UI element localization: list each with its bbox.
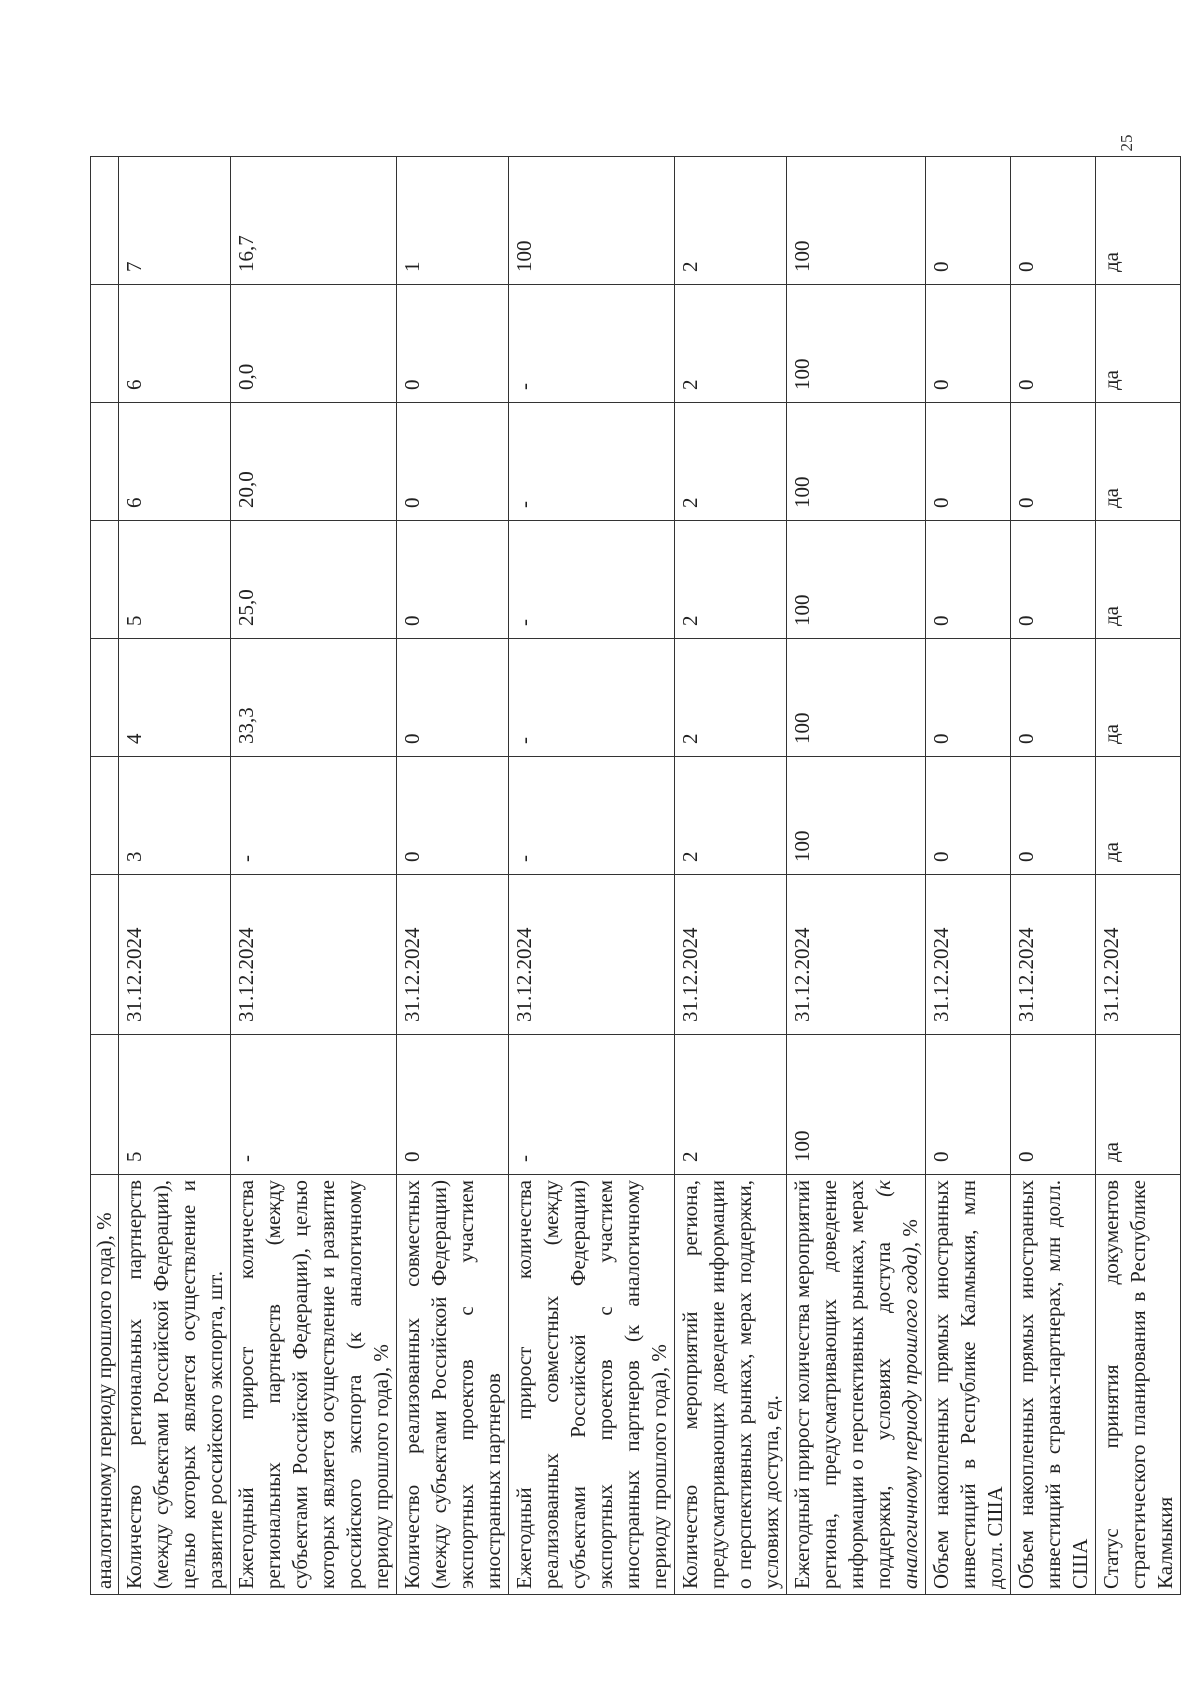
value-cell: 20,0 (231, 403, 397, 521)
indicator-description-text: Количество мероприятий региона, предусматривающих доведение информации о перспективных рынках, мерах поддержки, условиях доступа, ед. (678, 1180, 783, 1589)
value-cell: 0 (926, 285, 1011, 403)
table-row (1011, 157, 1096, 1595)
value-cell: 0 (926, 639, 1011, 757)
value-cell: 0 (1011, 639, 1096, 757)
value-cell: - (509, 757, 675, 875)
indicator-description (1096, 1175, 1181, 1595)
value-cell: 0 (397, 285, 509, 403)
value-cell: 5 (119, 1035, 231, 1175)
value-cell: 7 (119, 157, 231, 285)
value-cell: - (509, 1035, 675, 1175)
table-row (91, 157, 119, 1595)
indicator-description-text: аналогичному периоду прошлого года), % (92, 1212, 116, 1589)
value-cell: 0 (397, 521, 509, 639)
date-cell: 31.12.2024 (509, 875, 675, 1035)
value-cell: 0 (397, 639, 509, 757)
value-cell: 0 (397, 403, 509, 521)
indicator-description-text: Ежегодный прирост количества мероприятий региона, предусматривающих доведение информации о перспективных рынках, мерах поддержки, условиях доступа (790, 1180, 895, 1589)
indicator-description-suffix: , % (898, 1219, 922, 1248)
value-cell: 100 (787, 639, 926, 757)
value-cell: да (1096, 521, 1181, 639)
value-cell: 100 (787, 285, 926, 403)
indicator-description-text: Объем накопленных прямых иностранных инвестиций в странах-партнерах, млн долл. США (1014, 1180, 1092, 1589)
value-cell: 100 (787, 1035, 926, 1175)
indicators-table (90, 156, 1181, 1595)
date-cell: 31.12.2024 (397, 875, 509, 1035)
value-cell: 2 (675, 157, 787, 285)
table-container (90, 157, 1177, 1595)
date-cell: 31.12.2024 (231, 875, 397, 1035)
value-cell: 0 (1011, 285, 1096, 403)
value-cell: 100 (787, 403, 926, 521)
date-cell: 31.12.2024 (1011, 875, 1096, 1035)
value-cell: 1 (397, 157, 509, 285)
value-cell: - (509, 403, 675, 521)
value-cell: 3 (119, 757, 231, 875)
value-cell (91, 1035, 119, 1175)
table-row (787, 157, 926, 1595)
date-cell: 31.12.2024 (119, 875, 231, 1035)
value-cell: 2 (675, 757, 787, 875)
indicator-description-text: Ежегодный прирост количества реализованных совместных (между субъектами Российской Федерации) экспортных проектов с участием иностранных партнеров (к аналогичному периоду прошлого года), % (512, 1180, 671, 1589)
value-cell: да (1096, 1035, 1181, 1175)
value-cell: 0 (397, 757, 509, 875)
indicator-description-text: Количество реализованных совместных (между субъектами Российской Федерации) экспортных проектов с участием иностранных партнеров (400, 1180, 505, 1589)
rotated-table-area (90, 157, 1177, 1595)
value-cell: 0 (926, 521, 1011, 639)
value-cell: 33,3 (231, 639, 397, 757)
indicator-description (231, 1175, 397, 1595)
value-cell: 2 (675, 521, 787, 639)
value-cell (91, 639, 119, 757)
value-cell (91, 157, 119, 285)
date-cell: 31.12.2024 (1096, 875, 1181, 1035)
indicator-description-text: Количество региональных партнерств (между субъектами Российской Федерации), целью которых является осуществление и развитие российского экспорта, шт. (122, 1180, 227, 1589)
value-cell: 25,0 (231, 521, 397, 639)
value-cell: - (509, 639, 675, 757)
table-row (926, 157, 1011, 1595)
value-cell: - (509, 521, 675, 639)
value-cell: 0 (926, 757, 1011, 875)
value-cell: 0 (1011, 757, 1096, 875)
indicator-description-italic: (к аналогичному периоду прошлого года) (871, 1180, 922, 1589)
indicator-description (675, 1175, 787, 1595)
value-cell: 0 (926, 403, 1011, 521)
indicator-description (926, 1175, 1011, 1595)
value-cell: 0 (1011, 157, 1096, 285)
value-cell: 0 (926, 1035, 1011, 1175)
value-cell: 100 (787, 521, 926, 639)
date-cell: 31.12.2024 (926, 875, 1011, 1035)
value-cell: 0 (1011, 403, 1096, 521)
value-cell: 0 (1011, 1035, 1096, 1175)
value-cell: 0 (926, 157, 1011, 285)
page-number: 25 (1117, 134, 1136, 152)
date-cell (91, 875, 119, 1035)
table-row (397, 157, 509, 1595)
indicator-description (91, 1175, 119, 1595)
table-row (675, 157, 787, 1595)
indicator-description (509, 1175, 675, 1595)
value-cell: да (1096, 285, 1181, 403)
indicator-description-text: Ежегодный прирост количества региональных партнерств (между субъектами Российской Федерации), целью которых является осуществление и развитие российского экспорта (к аналогичному периоду прошлого года), % (234, 1180, 393, 1589)
value-cell: 6 (119, 403, 231, 521)
value-cell: - (231, 1035, 397, 1175)
value-cell: да (1096, 403, 1181, 521)
date-cell: 31.12.2024 (787, 875, 926, 1035)
value-cell: 5 (119, 521, 231, 639)
value-cell (91, 521, 119, 639)
value-cell (91, 285, 119, 403)
indicator-description (119, 1175, 231, 1595)
indicator-description (787, 1175, 926, 1595)
table-row (231, 157, 397, 1595)
value-cell: 100 (787, 757, 926, 875)
value-cell: да (1096, 157, 1181, 285)
value-cell: 0 (1011, 521, 1096, 639)
value-cell: да (1096, 757, 1181, 875)
date-cell: 31.12.2024 (675, 875, 787, 1035)
value-cell: 4 (119, 639, 231, 757)
value-cell: 0 (397, 1035, 509, 1175)
value-cell: да (1096, 639, 1181, 757)
value-cell: 16,7 (231, 157, 397, 285)
indicator-description (397, 1175, 509, 1595)
indicator-description-text: Статус принятия документов стратегического планирования в Республике Калмыкия (1099, 1180, 1177, 1589)
value-cell: 2 (675, 403, 787, 521)
value-cell: - (231, 757, 397, 875)
value-cell (91, 757, 119, 875)
value-cell: 2 (675, 639, 787, 757)
table-row (509, 157, 675, 1595)
value-cell: 100 (787, 157, 926, 285)
table-row (119, 157, 231, 1595)
value-cell: 2 (675, 1035, 787, 1175)
indicator-description (1011, 1175, 1096, 1595)
value-cell: 0,0 (231, 285, 397, 403)
value-cell: - (509, 285, 675, 403)
table-row (1096, 157, 1181, 1595)
value-cell: 6 (119, 285, 231, 403)
indicator-description-text: Объем накопленных прямых иностранных инвестиций в Республике Калмыкия, млн долл. США (929, 1180, 1007, 1589)
value-cell (91, 403, 119, 521)
value-cell: 2 (675, 285, 787, 403)
value-cell: 100 (509, 157, 675, 285)
